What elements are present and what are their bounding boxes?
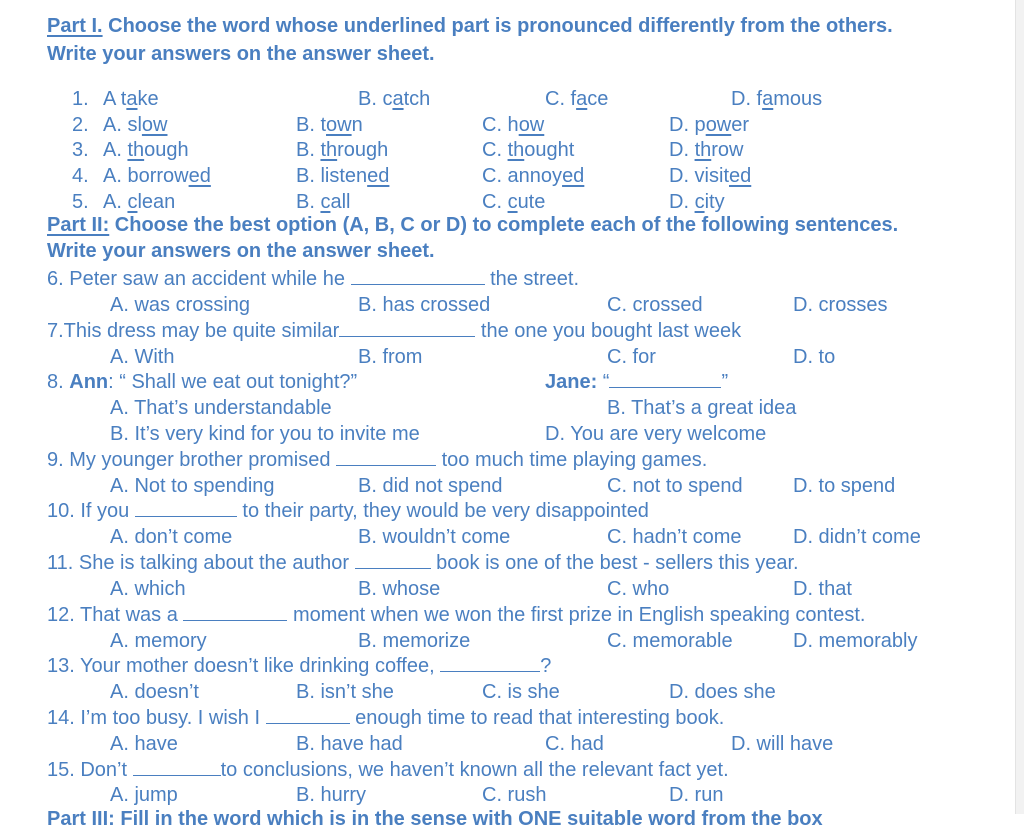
option-d: D. You are very welcome	[545, 423, 767, 445]
question-11: 11. She is talking about the author book is one of the best - sellers this year.	[47, 552, 799, 574]
option-c: C. who	[607, 578, 670, 600]
question-14: 14. I’m too busy. I wish I enough time to read that interesting book.	[47, 707, 725, 729]
option-a: A. which	[110, 578, 186, 600]
option-d: D. power	[669, 114, 750, 136]
option-a: A. don’t come	[110, 526, 233, 548]
speaker-jane: Jane:	[545, 371, 598, 393]
option-d: D. crosses	[793, 294, 888, 316]
option-a: A. was crossing	[110, 294, 251, 316]
option-d: D. memorably	[793, 630, 918, 652]
option-c: C. rush	[482, 784, 547, 806]
option-a: A. Not to spending	[110, 475, 275, 497]
option-a: A. borrowed	[103, 165, 211, 187]
option-a: A. memory	[110, 630, 207, 652]
option-d: D. does she	[669, 681, 776, 703]
option-c: C. annoyed	[482, 165, 585, 187]
part1-instruction-line2: Write your answers on the answer sheet.	[47, 43, 435, 65]
answer-blank	[351, 266, 485, 285]
option-c: C. hadn’t come	[607, 526, 742, 548]
option-b: B. catch	[358, 88, 431, 110]
answer-blank	[336, 447, 436, 466]
option-c: C. how	[482, 114, 545, 136]
option-c: C. cute	[482, 191, 546, 213]
option-d: D. visited	[669, 165, 752, 187]
question-13: 13. Your mother doesn’t like drinking coffee, ?	[47, 655, 552, 677]
answer-blank	[266, 705, 350, 724]
option-c: C. face	[545, 88, 609, 110]
part2-instruction-line2: Write your answers on the answer sheet.	[47, 240, 435, 262]
option-d: D. to	[793, 346, 836, 368]
option-a: A. jump	[110, 784, 178, 806]
option-c: C. thought	[482, 139, 575, 161]
option-c: C. for	[607, 346, 656, 368]
option-b: B. call	[296, 191, 351, 213]
option-a: A take	[103, 88, 159, 110]
option-a: A. doesn’t	[110, 681, 199, 703]
answer-blank	[339, 318, 475, 337]
question-9: 9. My younger brother promised too much time playing games.	[47, 449, 708, 471]
answer-blank	[355, 550, 431, 569]
option-b: B. isn’t she	[296, 681, 394, 703]
option-a: A. That’s understandable	[110, 397, 332, 419]
question-7: 7.This dress may be quite similar the one you bought last week	[47, 320, 742, 342]
option-b: B. listened	[296, 165, 390, 187]
option-d: D. famous	[731, 88, 823, 110]
option-c: C. had	[545, 733, 604, 755]
option-d: D. run	[669, 784, 724, 806]
option-a: A. though	[103, 139, 189, 161]
option-b: B. That’s a great idea	[607, 397, 797, 419]
option-b: B. has crossed	[358, 294, 491, 316]
option-b2: B. It’s very kind for you to invite me	[110, 423, 420, 445]
part2-instruction: Choose the best option (A, B, C or D) to complete each of the following sentences.	[109, 214, 899, 236]
option-c: C. is she	[482, 681, 560, 703]
option-b: B. memorize	[358, 630, 471, 652]
answer-blank	[609, 369, 721, 388]
option-d: D. city	[669, 191, 725, 213]
part1-heading	[47, 15, 893, 38]
option-d: D. didn’t come	[793, 526, 921, 548]
option-a: A. slow	[103, 114, 168, 136]
option-d: D. will have	[731, 733, 834, 755]
option-b: B. through	[296, 139, 389, 161]
part2-label: Part II:	[47, 214, 110, 236]
option-a: A. With	[110, 346, 175, 368]
option-b: B. town	[296, 114, 363, 136]
option-a: A. have	[110, 733, 178, 755]
answer-blank	[135, 498, 237, 517]
option-d: D. that	[793, 578, 852, 600]
part2-heading	[47, 214, 898, 237]
option-a: A. clean	[103, 191, 176, 213]
question-15: 15. Don’t to conclusions, we haven’t known all the relevant fact yet.	[47, 759, 729, 781]
option-d: D. to spend	[793, 475, 896, 497]
option-b: B. from	[358, 346, 423, 368]
scrollbar[interactable]	[1015, 0, 1024, 814]
option-b: B. whose	[358, 578, 441, 600]
answer-blank	[440, 653, 540, 672]
question-12: 12. That was a moment when we won the first prize in English speaking contest.	[47, 604, 866, 626]
part1-label: Part I.	[47, 15, 103, 37]
part1-instruction: Choose the word whose underlined part is pronounced differently from the others.	[102, 15, 893, 37]
option-c: C. not to spend	[607, 475, 743, 497]
option-b: B. hurry	[296, 784, 367, 806]
option-c: C. crossed	[607, 294, 703, 316]
option-c: C. memorable	[607, 630, 733, 652]
option-d: D. throw	[669, 139, 744, 161]
option-b: B. wouldn’t come	[358, 526, 511, 548]
question-6: 6. Peter saw an accident while he the street.	[47, 268, 580, 290]
part3-heading-cut: Part III: Fill in the word which is in the sense with ONE suitable word from the box	[47, 808, 823, 830]
answer-blank	[183, 602, 287, 621]
question-10: 10. If you to their party, they would be very disappointed	[47, 500, 649, 522]
speaker-ann: Ann	[69, 371, 109, 393]
answer-blank	[133, 757, 221, 776]
option-b: B. have had	[296, 733, 403, 755]
option-b: B. did not spend	[358, 475, 503, 497]
